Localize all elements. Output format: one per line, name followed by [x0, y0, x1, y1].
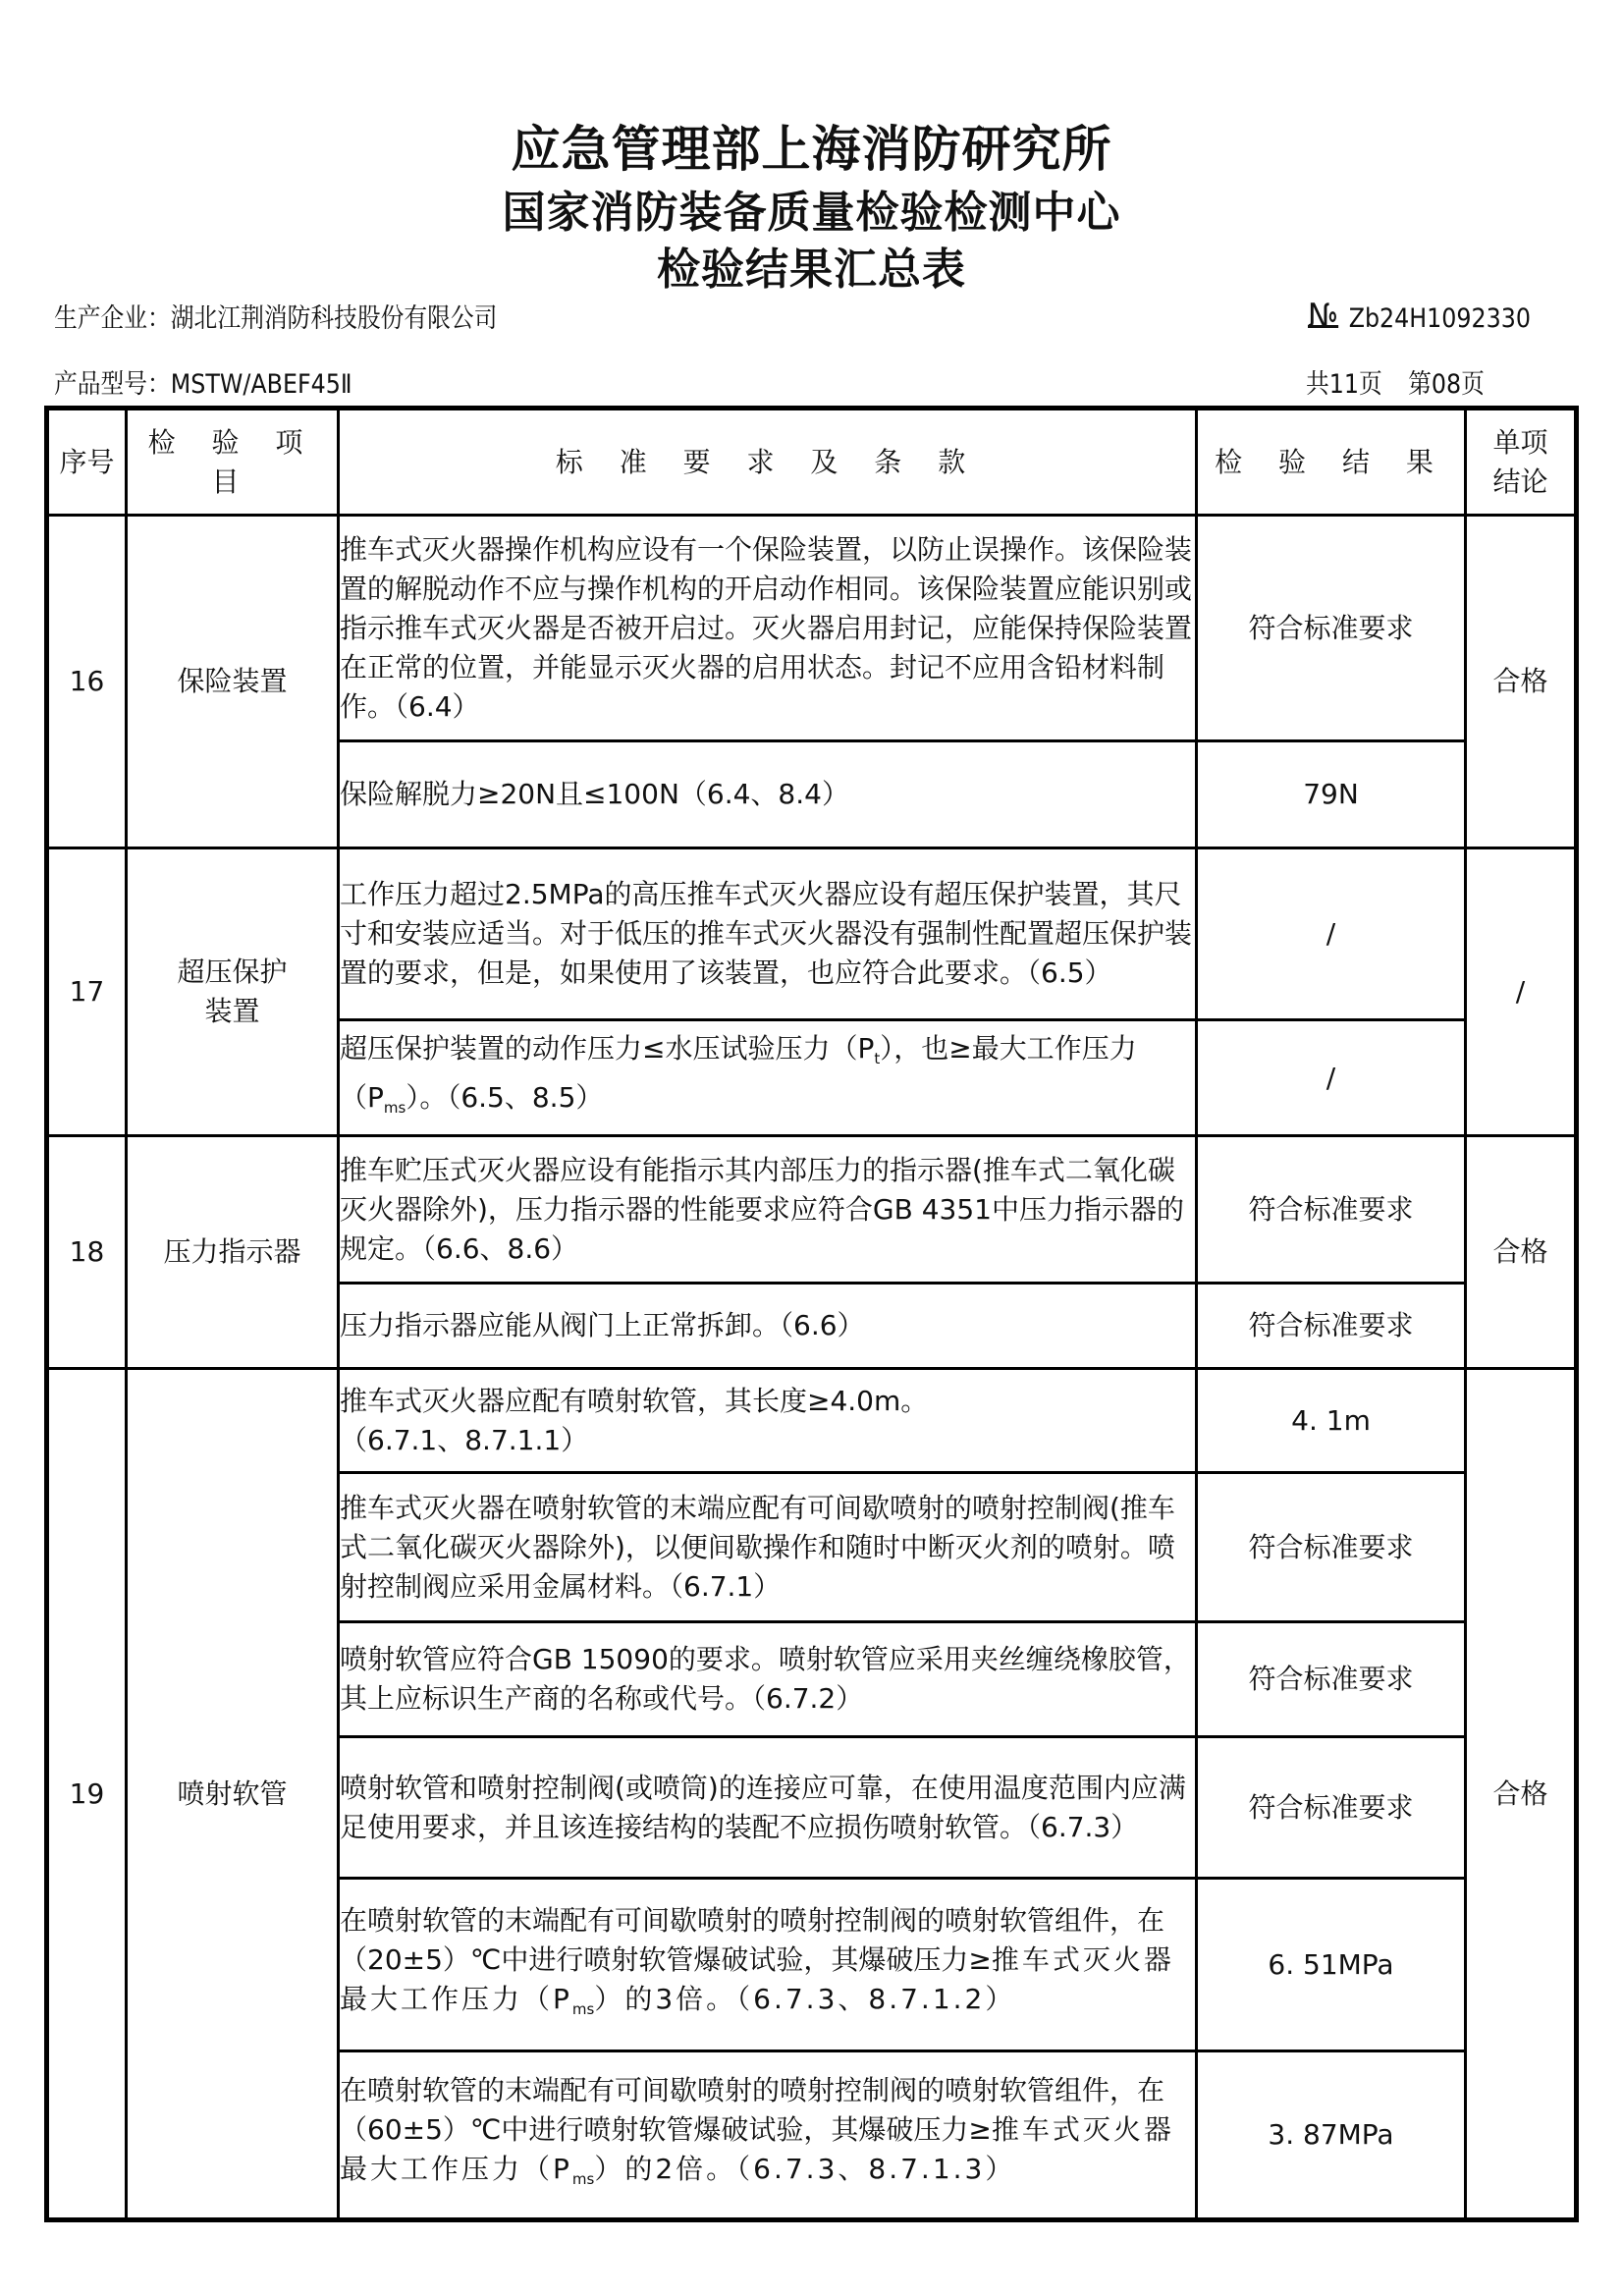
- result-cell: /: [1197, 848, 1466, 1020]
- requirement-cell: 喷射软管和喷射控制阀(或喷筒)的连接应可靠，在使用温度范围内应满足使用要求，并且该连接结构的装配不应损伤喷射软管。（6.7.3）: [339, 1737, 1197, 1879]
- col-header-conclusion: [1466, 409, 1577, 516]
- company-name: 湖北江荆消防科技股份有限公司: [170, 303, 498, 334]
- institute-title: 应急管理部上海消防研究所: [511, 121, 1112, 178]
- number-sign: №: [1308, 297, 1339, 336]
- requirement-cell: 保险解脱力≥20N且≤100N（6.4、8.4）: [339, 741, 1197, 848]
- req-text: ）。（6.5、8.5）: [406, 1080, 604, 1114]
- row-item: [127, 848, 339, 1136]
- requirement-cell: 喷射软管应符合GB 15090的要求。喷射软管应采用夹丝缠绕橡胶管，其上应标识生产商的名称或代号。（6.7.2）: [339, 1622, 1197, 1737]
- result-cell: 符合标准要求: [1197, 1284, 1466, 1369]
- result-cell: 符合标准要求: [1197, 1622, 1466, 1737]
- report-number: [1308, 297, 1531, 336]
- req-subscript: t: [874, 1049, 881, 1067]
- table-row: [47, 1369, 1577, 1473]
- requirement-cell: [339, 1879, 1197, 2051]
- result-cell: 符合标准要求: [1197, 1473, 1466, 1622]
- req-text: ），也≥最大工作压力（P: [340, 1031, 1137, 1114]
- results-table: [44, 406, 1579, 2222]
- row-item-l1: 超压保护: [177, 956, 288, 988]
- req-subscript: ms: [571, 1999, 595, 2018]
- requirement-cell: [339, 2051, 1197, 2220]
- requirement-cell: 工作压力超过2.5MPa的高压推车式灭火器应设有超压保护装置，其尺寸和安装应适当。对于低压的推车式灭火器没有强制性配置超压保护装置的要求，但是，如果使用了该装置，也应符合此要求。（6.5）: [339, 848, 1197, 1020]
- conclusion-cell: /: [1466, 848, 1577, 1136]
- row-item: 压力指示器: [127, 1136, 339, 1369]
- requirement-cell: [339, 1020, 1197, 1136]
- table-row: [47, 848, 1577, 1020]
- requirement-cell: 推车贮压式灭火器应设有能指示其内部压力的指示器(推车式二氧化碳灭火器除外)，压力指示器的性能要求应符合GB 4351中压力指示器的规定。（6.6、8.6）: [339, 1136, 1197, 1284]
- req-text: 推车式灭火器最大工作压力（P: [340, 2113, 1174, 2185]
- col-header-conclusion-l1: 单项: [1492, 425, 1548, 459]
- row-item-l2: 装置: [204, 995, 260, 1027]
- col-header-item: 检 验 项 目: [127, 409, 339, 516]
- conclusion-cell: 合格: [1466, 1369, 1577, 2220]
- result-cell: 3. 87MPa: [1197, 2051, 1466, 2220]
- table-row: [47, 1136, 1577, 1284]
- result-cell: 6. 51MPa: [1197, 1879, 1466, 2051]
- result-cell: 79N: [1197, 741, 1466, 848]
- row-item: 保险装置: [127, 516, 339, 848]
- req-text: 在喷射软管的末端配有可间歇喷射的喷射控制阀的喷射软管组件，在（60±5）℃中进行喷射软管爆破试验，其爆破压力≥: [340, 2074, 1165, 2146]
- current-page: 第08页: [1408, 369, 1485, 400]
- model-info: [54, 362, 352, 401]
- table-row: [47, 516, 1577, 741]
- page-info: [1306, 362, 1510, 401]
- result-cell: 符合标准要求: [1197, 1737, 1466, 1879]
- col-header-requirement: 标 准 要 求 及 条 款: [339, 409, 1197, 516]
- report-title: 检验结果汇总表: [657, 245, 966, 295]
- report-no-value: Zb24H1092330: [1348, 303, 1531, 334]
- result-cell: 符合标准要求: [1197, 516, 1466, 741]
- row-no: 16: [47, 516, 127, 848]
- row-no: 19: [47, 1369, 127, 2220]
- requirement-cell: [339, 1369, 1197, 1473]
- col-header-conclusion-l2: 结论: [1492, 465, 1548, 498]
- req-text: 推车式灭火器应配有喷射软管，其长度≥4.0m。: [340, 1384, 929, 1417]
- req-text: 在喷射软管的末端配有可间歇喷射的喷射控制阀的喷射软管组件，在（20±5）℃中进行喷射软管爆破试验，其爆破压力≥: [340, 1903, 1165, 1976]
- table-header-row: [47, 409, 1577, 516]
- req-subscript: ms: [383, 1098, 406, 1117]
- col-header-no: 序号: [47, 409, 127, 516]
- row-no: 18: [47, 1136, 127, 1369]
- requirement-cell: 压力指示器应能从阀门上正常拆卸。（6.6）: [339, 1284, 1197, 1369]
- row-item: 喷射软管: [127, 1369, 339, 2220]
- result-cell: 4. 1m: [1197, 1369, 1466, 1473]
- req-subscript: ms: [571, 2170, 595, 2188]
- conclusion-cell: 合格: [1466, 1136, 1577, 1369]
- conclusion-cell: 合格: [1466, 516, 1577, 848]
- company-label: 生产企业：: [54, 303, 171, 334]
- row-no: 17: [47, 848, 127, 1136]
- req-text: 推车式灭火器最大工作压力（P: [340, 1942, 1174, 2015]
- result-cell: /: [1197, 1020, 1466, 1136]
- total-pages: 共11页: [1306, 369, 1382, 400]
- requirement-cell: 推车式灭火器操作机构应设有一个保险装置，以防止误操作。该保险装置的解脱动作不应与操作机构的开启动作相同。该保险装置应能识别或指示推车式灭火器是否被开启过。灭火器启用封记，应能保持保险装置在正常的位置，并能显示灭火器的启用状态。封记不应用含铅材料制作。（6.4）: [339, 516, 1197, 741]
- center-title: 国家消防装备质量检验检测中心: [502, 188, 1121, 238]
- req-text: ）的3倍。（6.7.3、8.7.1.2）: [594, 1982, 1016, 2015]
- requirement-cell: 推车式灭火器在喷射软管的末端应配有可间歇喷射的喷射控制阀(推车式二氧化碳灭火器除外)，以便间歇操作和随时中断灭火剂的喷射。喷射控制阀应采用金属材料。（6.7.1）: [339, 1473, 1197, 1622]
- result-cell: 符合标准要求: [1197, 1136, 1466, 1284]
- model-label: 产品型号：: [54, 369, 171, 400]
- model-value: MSTW/ABEF45Ⅱ: [170, 369, 352, 400]
- req-text: 超压保护装置的动作压力≤水压试验压力（P: [340, 1031, 875, 1065]
- col-header-result: 检 验 结 果: [1197, 409, 1466, 516]
- req-text: （6.7.1、8.7.1.1）: [340, 1423, 589, 1456]
- req-text: ）的2倍。（6.7.3、8.7.1.3）: [594, 2153, 1016, 2185]
- company-info: [54, 297, 497, 335]
